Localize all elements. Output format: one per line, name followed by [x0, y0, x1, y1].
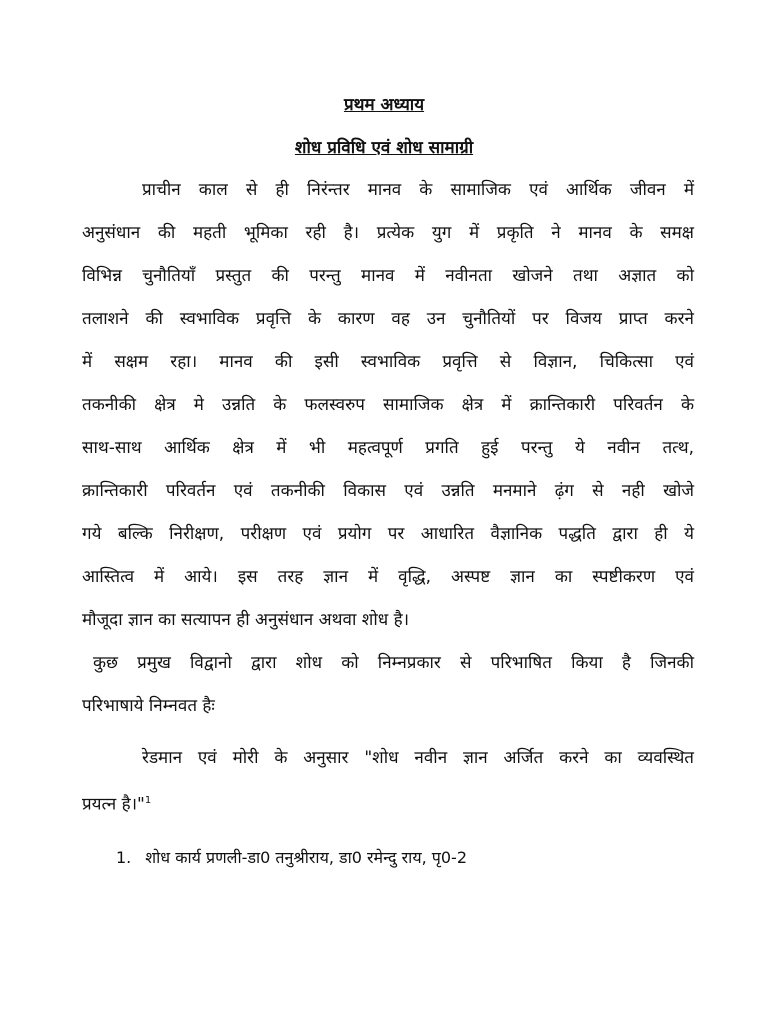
chapter-title: प्रथम अध्याय — [343, 95, 425, 115]
paragraph-line: तलाशने की स्वभाविक प्रवृत्ति के कारण वह उन चुनौतियों पर विजय प्राप्त करने — [82, 309, 694, 329]
footnote-reference: 1 — [144, 795, 152, 806]
paragraph-line: आस्तित्व में आये। इस तरह ज्ञान में वृद्धि, अस्पष्ट ज्ञान का स्पष्टीकरण एवं — [82, 567, 694, 587]
footnote-text: शोध कार्य प्रणली-डा0 तनुश्रीराय, डा0 रमेन्दु राय, पृ0-2 — [145, 848, 468, 867]
paragraph-line: परिभाषाये निम्नवत हैः — [82, 696, 215, 716]
paragraph-line: तकनीकी क्षेत्र मे उन्नति के फलस्वरुप सामाजिक क्षेत्र में क्रान्तिकारी परिवर्तन के — [82, 395, 694, 415]
paragraph-line: गये बल्कि निरीक्षण, परीक्षण एवं प्रयोग पर आधारित वैज्ञानिक पद्धति द्वारा ही ये — [82, 524, 694, 544]
quote-line: रेडमान एवं मोरी के अनुसार "शोध नवीन ज्ञान अर्जित करने का व्यवस्थित — [142, 748, 694, 768]
paragraph-line: साथ-साथ आर्थिक क्षेत्र में भी महत्वपूर्ण प्रगति हुई परन्तु ये नवीन तत्थ, — [82, 438, 694, 458]
paragraph-line: विभिन्न चुनौतियाँ प्रस्तुत की परन्तु मानव में नवीनता खोजने तथा अज्ञात को — [82, 266, 694, 286]
footnote — [116, 846, 467, 868]
section-title: शोध प्रविधि एवं शोध सामाग्री — [294, 138, 474, 158]
paragraph-line: अनुसंधान की महती भूमिका रही है। प्रत्येक युग में प्रकृति ने मानव के समक्ष — [82, 223, 694, 243]
quote-text: प्रयत्न है।" — [82, 794, 145, 815]
quote-line-end — [82, 789, 694, 817]
footnote-number: 1. — [116, 848, 132, 867]
paragraph-line: प्राचीन काल से ही निरंन्तर मानव के सामाजिक एवं आर्थिक जीवन में — [142, 180, 694, 200]
paragraph-line: क्रान्तिकारी परिवर्तन एवं तकनीकी विकास एवं उन्नति मनमाने ढ़ंग से नही खोजे — [82, 481, 694, 501]
paragraph-line: में सक्षम रहा। मानव की इसी स्वभाविक प्रवृत्ति से विज्ञान, चिकित्सा एवं — [82, 352, 694, 372]
paragraph-line: कुछ प्रमुख विद्वानो द्वारा शोध को निम्नप्रकार से परिभाषित किया है जिनकी — [93, 653, 694, 673]
paragraph-line: मौजूदा ज्ञान का सत्यापन ही अनुसंधान अथवा शोध है। — [82, 610, 410, 630]
